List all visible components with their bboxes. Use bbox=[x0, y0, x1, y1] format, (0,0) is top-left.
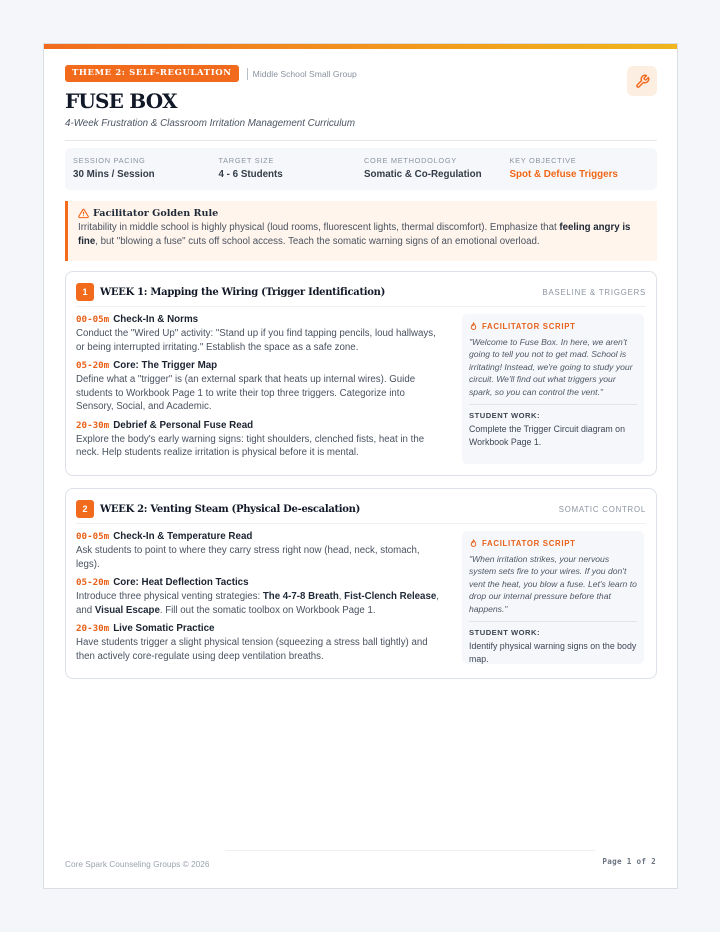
golden-rule-text-part: Irritability in middle school is highly physical (loud rooms, fluorescent lights, thermal discomfort). Emphasize that bbox=[78, 222, 560, 233]
stat-value: 30 Mins / Session bbox=[73, 169, 155, 180]
week-1-card bbox=[65, 271, 657, 476]
page-header bbox=[65, 65, 657, 129]
agenda-time: 05-20m bbox=[76, 577, 110, 588]
week-header bbox=[76, 499, 646, 519]
accent-bar bbox=[44, 44, 677, 49]
stat-value: Somatic & Co-Regulation bbox=[364, 169, 482, 180]
facilitator-script-box bbox=[462, 314, 644, 464]
agenda-item bbox=[76, 360, 441, 414]
badge-row bbox=[65, 65, 657, 82]
agenda-item bbox=[76, 314, 441, 354]
student-work-label: STUDENT WORK: bbox=[469, 628, 541, 638]
stat-label: CORE METHODOLOGY bbox=[364, 156, 457, 165]
agenda-item bbox=[76, 531, 441, 571]
facilitator-script-box bbox=[462, 531, 644, 664]
stat-value: Spot & Defuse Triggers bbox=[509, 169, 618, 180]
week-number-badge: 2 bbox=[76, 500, 94, 518]
golden-rule-heading: Facilitator Golden Rule bbox=[93, 208, 219, 219]
script-label-text: FACILITATOR SCRIPT bbox=[482, 322, 576, 331]
agenda-item bbox=[76, 420, 441, 460]
agenda-description bbox=[76, 590, 441, 617]
week-title: WEEK 2: Venting Steam (Physical De-escalation) bbox=[100, 503, 361, 515]
week-agenda bbox=[76, 531, 441, 669]
golden-rule-text bbox=[78, 221, 647, 248]
golden-rule-title bbox=[78, 208, 647, 219]
flame-icon bbox=[469, 322, 478, 331]
wrench-icon bbox=[635, 74, 650, 89]
week-2-card bbox=[65, 488, 657, 679]
script-divider bbox=[469, 404, 637, 405]
student-work-label: STUDENT WORK: bbox=[469, 411, 541, 421]
session-stats bbox=[65, 148, 657, 190]
script-label-text: FACILITATOR SCRIPT bbox=[482, 539, 576, 548]
agenda-item bbox=[76, 623, 441, 663]
week-header-divider bbox=[76, 523, 646, 524]
theme-badge: THEME 2: SELF-REGULATION bbox=[65, 65, 239, 82]
wrench-button[interactable] bbox=[627, 66, 657, 96]
agenda-title: Core: Heat Deflection Tactics bbox=[113, 577, 249, 588]
agenda-time: 20-30m bbox=[76, 419, 110, 431]
agenda-item bbox=[76, 577, 441, 617]
golden-rule-callout bbox=[65, 201, 657, 261]
strategy-name: The 4-7-8 Breath bbox=[262, 591, 339, 602]
footer-copyright: Core Spark Counseling Groups © 2026 bbox=[65, 859, 210, 869]
week-header-divider bbox=[76, 306, 646, 307]
script-divider bbox=[469, 621, 637, 622]
golden-rule-text-part: , but "blowing a fuse" cuts off school access. Teach the somatic warning signs of an emotional overload. bbox=[95, 235, 540, 247]
agenda-title: Debrief & Personal Fuse Read bbox=[113, 419, 254, 431]
stat-label: TARGET SIZE bbox=[218, 156, 274, 165]
week-number-badge: 1 bbox=[76, 283, 94, 301]
week-title: WEEK 1: Mapping the Wiring (Trigger Identification) bbox=[100, 286, 386, 298]
stat-target-size bbox=[219, 156, 365, 190]
student-work-text: Complete the Trigger Circuit diagram on Workbook Page 1. bbox=[469, 424, 625, 448]
strategy-name: Fist-Clench Release bbox=[344, 591, 437, 602]
script-quote: "Welcome to Fuse Box. In here, we aren't going to tell you not to get mad. School is irritating! Instead, we're going to study your circuit. We'll find out what triggers your spark, so you can control the vent." bbox=[469, 337, 633, 397]
agenda-description: Explore the body's early warning signs: tight shoulders, clenched fists, heat in the neck. Help students realize irritation is physical before it is mental. bbox=[76, 433, 425, 458]
stat-core-methodology bbox=[364, 156, 510, 190]
agenda-time: 20-30m bbox=[76, 623, 110, 634]
agenda-time: 00-05m bbox=[76, 314, 110, 325]
script-quote: "When irritation strikes, your nervous system sets fire to your wires. If you don't vent the heat, you blow a fuse. Let's learn to drop our internal pressure before that happens." bbox=[469, 554, 637, 614]
page-number: Page 1 of 2 bbox=[602, 857, 656, 866]
audience-label: Middle School Small Group bbox=[252, 68, 357, 79]
agenda-text-part: Introduce three physical venting strategies: bbox=[76, 591, 263, 602]
warning-icon bbox=[78, 208, 89, 219]
agenda-description: Define what a "trigger" is (an external spark that heats up internal wires). Guide students to Workbook Page 1 to write their top three triggers. Categorize into Sensory, Social, and Academic. bbox=[76, 374, 416, 412]
golden-rule-emphasis: feeling angry is fine bbox=[78, 222, 631, 247]
week-agenda bbox=[76, 314, 441, 466]
stat-session-pacing bbox=[73, 156, 219, 190]
agenda-text-part: , bbox=[338, 591, 345, 602]
agenda-description: Ask students to point to where they carry stress right now (head, neck, stomach, legs). bbox=[76, 545, 420, 570]
week-tag: BASELINE & TRIGGERS bbox=[542, 287, 646, 297]
agenda-text-part: . Fill out the somatic toolbox on Workbook Page 1. bbox=[159, 604, 376, 616]
agenda-time: 05-20m bbox=[76, 360, 110, 371]
agenda-description: Have students trigger a slight physical tension (squeezing a stress ball tightly) and then actively core-regulate using deep ventilation breaths. bbox=[76, 637, 428, 662]
student-work-text: Identify physical warning signs on the body map. bbox=[469, 641, 637, 665]
curriculum-page bbox=[43, 43, 678, 889]
stat-value: 4 - 6 Students bbox=[218, 169, 283, 180]
strategy-name: Visual Escape bbox=[94, 604, 160, 616]
script-label bbox=[469, 539, 637, 548]
page-subtitle: 4-Week Frustration & Classroom Irritation Management Curriculum bbox=[65, 118, 356, 129]
flame-icon bbox=[469, 539, 478, 548]
footer-divider bbox=[225, 850, 595, 851]
script-label bbox=[469, 322, 637, 331]
agenda-title: Live Somatic Practice bbox=[113, 623, 215, 634]
agenda-description: Conduct the "Wired Up" activity: "Stand up if you find tapping pencils, loud hallways, or being interrupted irritating." Establish the space as a safe zone. bbox=[76, 328, 436, 353]
agenda-title: Check-In & Norms bbox=[113, 314, 199, 325]
agenda-title: Check-In & Temperature Read bbox=[113, 531, 253, 542]
stat-label: KEY OBJECTIVE bbox=[509, 156, 577, 165]
agenda-text-part: , and bbox=[76, 591, 439, 616]
header-divider bbox=[65, 140, 657, 141]
week-tag: SOMATIC CONTROL bbox=[558, 504, 646, 514]
agenda-title: Core: The Trigger Map bbox=[113, 360, 218, 371]
page-title: FUSE BOX bbox=[65, 89, 177, 113]
week-header bbox=[76, 282, 646, 302]
stat-key-objective bbox=[510, 156, 656, 190]
agenda-time: 00-05m bbox=[76, 531, 110, 542]
badge-divider bbox=[247, 68, 248, 80]
stat-label: SESSION PACING bbox=[73, 156, 146, 165]
